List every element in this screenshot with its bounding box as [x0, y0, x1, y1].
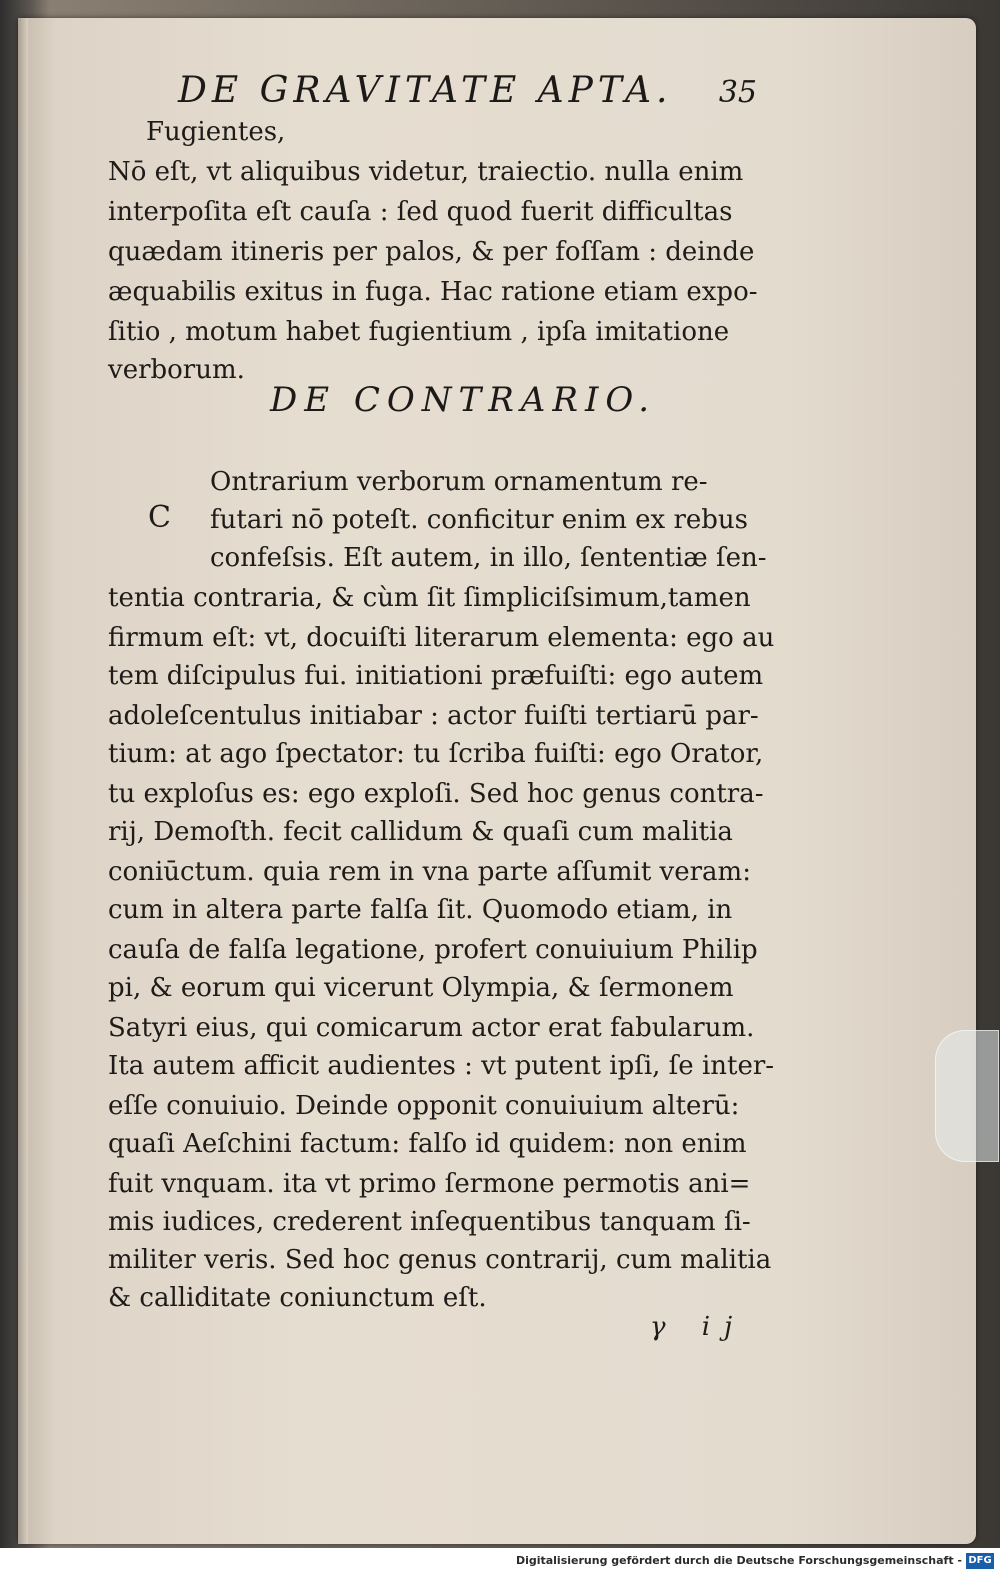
text-line: cauſa de falſa legatione, profert conuiuium Philip: [108, 935, 758, 965]
dfg-logo-icon: DFG: [966, 1553, 994, 1569]
running-title: DE GRAVITATE APTA.: [178, 70, 673, 111]
text-line: quaſi Aeſchini factum: falſo id quidem: non enim: [108, 1129, 747, 1159]
text-line: adoleſcentulus initiabar : actor fuiſti tertiarū par-: [108, 701, 759, 731]
text-line: quædam itineris per palos, & per foſſam : deinde: [108, 237, 755, 267]
text-line: militer veris. Sed hoc genus contrarij, cum malitia: [108, 1245, 772, 1275]
text-line: futari nō poteſt. conficitur enim ex rebus: [210, 505, 749, 535]
text-line: coniūctum. quia rem in vna parte aſſumit veram:: [108, 857, 751, 887]
text-line: rij, Demoſth. fecit callidum & quaſi cum malitia: [108, 817, 733, 847]
running-header: [178, 70, 778, 116]
text-line: ſitio , motum habet fugientium , ipſa imitatione: [108, 317, 730, 347]
text-line: fuit vnquam. ita vt primo ſermone permotis ani=: [108, 1169, 751, 1199]
page-gutter: [18, 18, 28, 1544]
text-line: interpoſita eſt cauſa : ſed quod fuerit difficultas: [108, 197, 733, 227]
text-line: æquabilis exitus in fuga. Hac ratione etiam expo-: [108, 277, 758, 307]
text-line: confeſsis. Eſt autem, in illo, ſententiæ ſen-: [210, 543, 767, 573]
text-line: mis iudices, crederent inſequentibus tanquam ſi-: [108, 1207, 751, 1237]
page-clip: [935, 1030, 999, 1162]
signature-mark: γ ij: [650, 1312, 747, 1342]
text-line: eſſe conuiuio. Deinde opponit conuiuium alterū:: [108, 1091, 740, 1121]
text-line: pi, & eorum qui vicerunt Olympia, & ſermonem: [108, 973, 734, 1003]
text-line: Ita autem afficit audientes : vt putent ipſi, ſe inter-: [108, 1051, 775, 1081]
page-number: 35: [718, 75, 758, 110]
text-line: Ontrarium verborum ornamentum re-: [210, 467, 708, 497]
section-title: DE CONTRARIO.: [270, 380, 657, 420]
text-line: tem diſcipulus fui. initiationi præfuiſti: ego autem: [108, 661, 764, 691]
text-line: & calliditate coniunctum eſt.: [108, 1283, 487, 1313]
text-line: tium: at ago ſpectator: tu ſcriba fuiſti: ego Orator,: [108, 739, 764, 769]
digitization-footer: [0, 1548, 1000, 1576]
footer-credit: Digitalisierung gefördert durch die Deutsche Forschungsgemeinschaft -: [515, 1554, 962, 1567]
text-line: cum in altera parte falſa ſit. Quomodo etiam, in: [108, 895, 733, 925]
drop-cap: C: [148, 500, 171, 535]
text-line: tu exploſus es: ego exploſi. Sed hoc genus contra-: [108, 779, 764, 809]
text-line: Fugientes,: [146, 117, 286, 147]
text-line: verborum.: [108, 355, 245, 385]
text-line: tentia contraria, & cùm ſit ſimpliciſsimum,tamen: [108, 583, 751, 613]
text-line: firmum eſt: vt, docuiſti literarum elementa: ego au: [108, 623, 775, 653]
text-line: Satyri eius, qui comicarum actor erat fabularum.: [108, 1013, 755, 1043]
text-line: Nō eſt, vt aliquibus videtur, traiectio. nulla enim: [108, 157, 744, 187]
